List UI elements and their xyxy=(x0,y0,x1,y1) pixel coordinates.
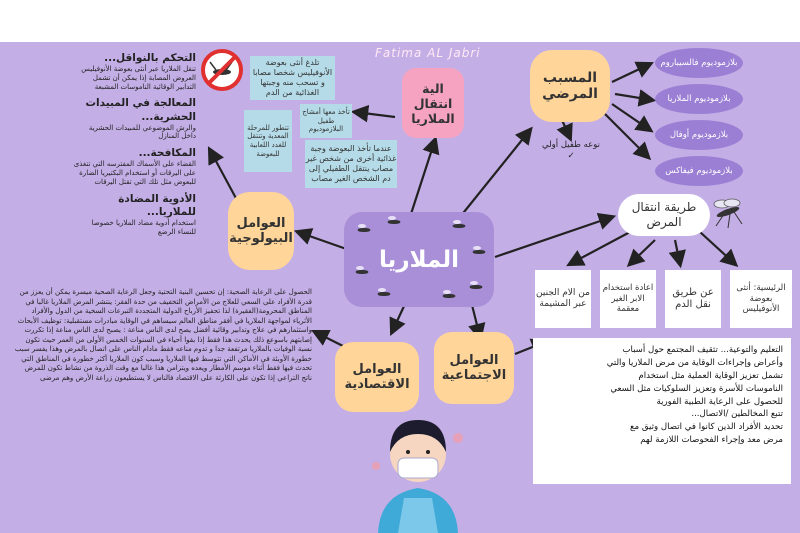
bio-heading-4: الأدوية المضادة للملاريا... xyxy=(118,192,196,218)
bio-heading-3: المكافحة... xyxy=(138,147,196,160)
species-vivax: بلازموديوم فيفاكس xyxy=(655,156,743,186)
bio-body-1: تنقل الملاريا عبر أنثى بعوضة الأنوفيليس العروض المصابة إذا يمكن أن تشمل التدابير الوقائية الناموسات المشبعة xyxy=(81,65,196,91)
bio-body-4: استخدام أدوية مضاد الملاريا خصوصا للنساء الرضع xyxy=(91,218,196,236)
masked-person-illustration xyxy=(368,406,468,533)
way-blood-transfusion: عن طريق نقل الدم xyxy=(665,270,721,328)
bio-body-3: القضاء على الأسماك المفترسه التي تتغذى على اليرقات أو استخدام البكتيريا الضارة للبعوض مثل تلك التي تقتل اليرقات xyxy=(73,160,196,186)
arrow-mech-to-steps xyxy=(355,112,395,117)
bio-heading-1: التحكم بالنواقل... xyxy=(104,52,196,64)
bio-body-2: والرش الموضوعي للمبيدات الحشرية داخل المنازل xyxy=(88,123,196,141)
arrow-cause-sp4 xyxy=(605,114,648,157)
mind-map-board xyxy=(0,42,800,533)
arrow-bio-to-text xyxy=(210,150,238,202)
bio-heading-2: المعالجة في المبيدات الحشرية... xyxy=(85,97,196,123)
biological-details xyxy=(72,52,196,236)
way-placenta: من الام الجنين عبر المشيمة xyxy=(535,270,591,328)
arrow-econ-to-text xyxy=(315,332,345,347)
arrow-ways-1 xyxy=(700,232,735,264)
species-malariae: بلازموديوم الملاريا xyxy=(655,84,743,114)
author-signature: Fatima AL Jabri xyxy=(375,46,481,60)
biological-title-box: العوامل البيولوجية xyxy=(228,192,294,270)
no-mosquito-icon xyxy=(200,48,244,92)
way-mosquito: الرئيسية: أنثى بعوضة الأنوفيليس xyxy=(730,270,792,328)
arrow-ways-3 xyxy=(630,240,655,264)
social-details: التعليم والتوعية... تثقيف المجتمع حول أسباب وأعراض وإجراءات الوقاية من مرض الملاريا والتي تشمل تعزيز الوقاية العملية مثل استخدام الناموسات للأسرة وتعزيز السلوكيات مثل السعي للحصول على الرعاية الطبية الفورية تتبع المخالطين /الاتصال... تحديد الأفراد الذين كانوا في اتصال وثيق مع مرض معد وإجراء الفحوصات اللازمة لهم xyxy=(606,345,783,446)
way-needles: اعادة استخدام الابر الغير معقمة xyxy=(600,270,656,328)
arrow-cause-sp2 xyxy=(615,94,652,100)
mosquito-icon xyxy=(706,192,750,232)
arrow-to-cause xyxy=(460,130,530,217)
cause-type: نوعه طفيل أولي ✓ xyxy=(542,140,600,161)
social-details-card xyxy=(533,338,791,484)
cause-title-box: المسبب المرضي xyxy=(530,50,610,122)
arrow-ways-4 xyxy=(570,232,630,264)
arrow-to-mechanism xyxy=(410,140,435,217)
ways-title-box: طريقة انتقال المرض xyxy=(618,194,710,236)
mechanism-step-3: تتطور للمرحلة المعدية وتنتقل للغدد اللعابية للبعوضة xyxy=(244,110,292,172)
social-title-box: العوامل الاجتماعية xyxy=(434,332,514,404)
arrow-cause-sp1 xyxy=(612,64,650,82)
species-falciparum: بلازموديوم فالسيباروم xyxy=(655,48,743,78)
mechanism-step-2: تأخذ معها أمشاج طفيل البلازموديوم xyxy=(300,104,352,138)
arrow-cause-to-type xyxy=(562,120,570,138)
mechanism-title-box: الية انتقال الملاريا xyxy=(402,68,464,138)
arrow-ways-2 xyxy=(675,240,680,264)
arrow-to-economic xyxy=(392,304,405,332)
economic-title-box: العوامل الاقتصادية xyxy=(335,342,419,412)
center-title: الملاريا xyxy=(379,246,459,273)
mechanism-step-1: تلدغ أنثى بعوضة الأنوفيليس شخصا مصابا و تسحب منه وجبتها الغذائية من الدم xyxy=(250,56,335,100)
mosquito-swarm-icon xyxy=(344,212,494,307)
species-ovale: بلازموديوم أوفال xyxy=(655,120,743,150)
mechanism-step-4: عندما تأخذ البعوضة وجبة غذائية أخرى من شخص غير مصاب ينتقل الطفيلي إلى دم الشخص الغير مصاب xyxy=(305,140,397,188)
economic-details: الحصول على الرعاية الصحية: إن تحسين البنية التحتية وجعل الرعاية الصحية ميسرة يمكن أن يعزز من قدرة الأفراد على السعي للعلاج من الأمراض التخفيف من حدة الفقر: ينتشر المرض الملاريا غالبا في المناطق المحرومة(الفقيرة) لذا تحفيز الأرباح الدولية المتجددة التبرعات السخية من الدول والأفراد الأثرياء لمواجهة الملاريا في أفقر مناطق العالم سيساهم في الوقاية مبادرات مستقبلية: توظيف الأبحاث واستثمارهم في علاج وتدابير وقائية أفضل يصح لدى الناس مناعة : يصبح لدى الناس مناعة إذا تكررت إصابتهم باسوعع ذلك يحدث هذا فقط إذا بقوا أحياء في السنوات الخمس الأولى من العمر حيث تكون نسبة الوفيات بالملاريا مرتفعة جدا و تدوم مناعه فقط مادام الناس على اتصال بالمرض وهذا يفسر سبب خطورة الأوبئة في الأماكن التي تتوسط فيها الملاريا وسبب كون الملاريا أكثر خطورة في المناطق التي تحدث فيها فقط أثناء موسم الأمطار ويعده ويتزامن هذا غالبا مع وقت الذروة من نشاط تكون للمرض ناتج التراعي إذا تكون على الكارثة على الاقتصاد فالناس لا يستطيعون زراعة الأرض وهم مرضى xyxy=(14,288,312,382)
